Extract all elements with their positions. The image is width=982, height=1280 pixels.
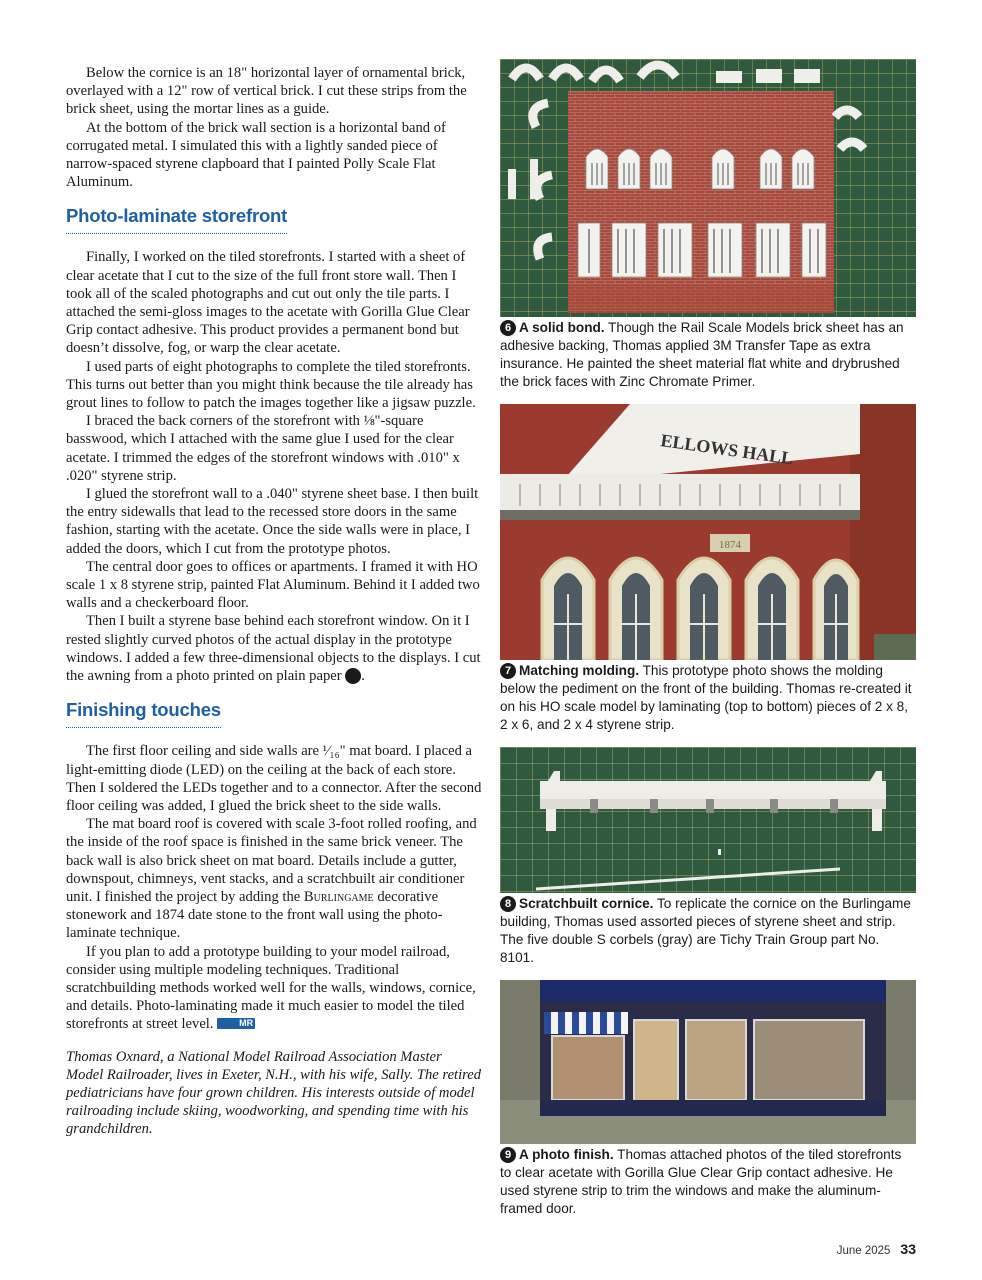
page-footer [837,1241,916,1257]
caption-title: A photo finish. [519,1147,614,1162]
paragraph-text: decorative stonework and 1874 date stone to the front wall using the photo-laminate technique. [66,888,443,942]
caption-number: 6 [500,320,516,336]
photo-prototype-facade [500,404,916,660]
section-heading-finishing-touches: Finishing touches [66,699,221,728]
paragraph [66,943,482,1034]
paragraph: The first floor ceiling and side walls are ¹⁄₁₆" mat board. I placed a light-emitting diode (LED) on the ceiling at the back of each store. Then I soldered the LEDs together and to a connector. After the second floor ceiling was added, I glued the brick sheet to the side walls. [66,743,482,814]
paragraph-text: Then I built a styrene base behind each storefront window. On it I rested slightly curved photos of the actual display in the prototype windows. I added a few three-dimensional objects to the displays. I cut the awning from a photo printed on plain paper [66,613,481,685]
figure-caption-6 [500,319,916,391]
paragraph: Below the cornice is an 18" horizontal layer of ornamental brick, overlayed with a 12" row of vertical brick. I cut these strips from the brick sheet, using the mortar lines as a guide. [66,65,467,118]
paragraph: Finally, I worked on the tiled storefronts. I started with a sheet of clear acetate that I cut to the size of the full front store wall. Then I took all of the scaled photographs and cut out only the tile parts. I attached the semi-gloss images to the acetate with Gorilla Glue Clear Grip contact adhesive. This product provides a permanent bond but doesn’t dissolve, fog, or warp the clear acetate. [66,249,470,357]
issue-date: June 2025 [836,1245,891,1257]
author-bio [66,1048,482,1139]
figure-caption-7 [500,662,916,734]
paragraph-text: The mat board roof is covered with scale 3-foot rolled roofing, and the inside of the roof space is finished in the same brick veneer. The back wall is also brick sheet on mat board. Details include a gutter, downspout, chimneys, vent stacks, and a scratchbuilt air conditioner unit. I finished the project by adding the [66,816,477,905]
section-heading-photo-laminate: Photo-laminate storefront [66,205,287,234]
caption-title: A solid bond. [519,320,605,335]
building-sign: ELLOWS HALL [659,430,795,469]
figure-caption-9 [500,1146,916,1218]
figure-caption-8 [500,895,916,967]
paragraph: At the bottom of the brick wall section is a horizontal band of corrugated metal. I simulated this with a lightly sanded piece of narrow-spaced styrene clapboard that I painted Polly Scale Flat Aluminum. [66,119,446,191]
paragraph: Then I built a styrene base behind each storefront window. On it I rested slightly curved photos of the actual display in the prototype windows. I added a few three-dimensional objects to the displays. I cut the awning from a photo printed on plain paper 9. [66,613,481,685]
page-number: 33 [900,1241,916,1257]
burlingame-smallcaps: Burlingame [303,888,374,905]
caption-text: This prototype photo shows the molding below the pediment on the front of the building. Thomas re-created it on his HO scale model by laminating (top to bottom) pieces of 2 x 8, 2 x 6, and 2 x 4 styrene strip. [500,663,912,732]
article-body [66,64,482,1139]
figure-reference-9: 9 [345,668,361,684]
caption-text: Thomas attached photos of the tiled storefronts to clear acetate with Gorilla Glue Clear Grip contact adhesive. He used styrene strip to trim the windows and make the aluminum-framed door. [500,1147,902,1216]
figures-column [500,59,916,1218]
caption-number: 8 [500,896,516,912]
photo-brick-wall-model [500,59,916,317]
paragraph [66,815,482,942]
caption-number: 9 [500,1147,516,1163]
paragraph: I used parts of eight photographs to complete the tiled storefronts. This turns out better than you might think because the tile already has grout lines to follow to patch the images together like a jigsaw puzzle. [66,358,476,412]
bio-text: Thomas Oxnard, a National Model Railroad Association Master Model Railroader, lives in Exeter, N.H., with his wife, Sally. The retired pediatricians have four grown children. His interests outside of model railroading include skiing, woodworking, and spending time with his grandchildren. [66,1048,482,1138]
caption-number: 7 [500,663,516,679]
mr-end-mark-icon: MR [217,1018,255,1029]
paragraph: The central door goes to offices or apartments. I framed it with HO scale 1 x 8 styrene strip, painted Flat Aluminum. Behind it I added two walls and a checkerboard floor. [66,558,480,612]
date-stone: 1874 [719,539,741,551]
caption-text: To replicate the cornice on the Burlingame building, Thomas used assorted pieces of styrene sheet and strip. The five double S corbels (gray) are Tichy Train Group part No. 8101. [500,896,911,965]
caption-title: Scratchbuilt cornice. [519,896,654,911]
paragraph: I glued the storefront wall to a .040" styrene sheet base. I then built the entry sidewalls that lead to the recessed store doors in the same fashion, starting with the acetate. Once the side walls were in place, I added the doors, which I cut from the prototype photos. [66,486,479,557]
caption-text: Though the Rail Scale Models brick sheet has an adhesive backing, Thomas applied 3M Transfer Tape as extra insurance. He painted the sheet material flat white and drybrushed the brick faces with Zinc Chromate Primer. [500,320,904,389]
caption-title: Matching molding. [519,663,640,678]
photo-scratchbuilt-cornice [500,747,916,893]
paragraph: I braced the back corners of the storefront with ⅛"-square basswood, which I attached with the same glue I used for the clear acetate. I trimmed the edges of the storefront windows with .010" x .020" styrene strip. [66,413,460,484]
paragraph-text: If you plan to add a prototype building to your model railroad, consider using multiple modeling techniques. Traditional scratchbuilding methods worked well for the walls, windows, cornice, and details. Photo-laminating made it much easier to model the tiled storefronts at street level. [66,943,476,1033]
photo-storefront-model [500,980,916,1144]
